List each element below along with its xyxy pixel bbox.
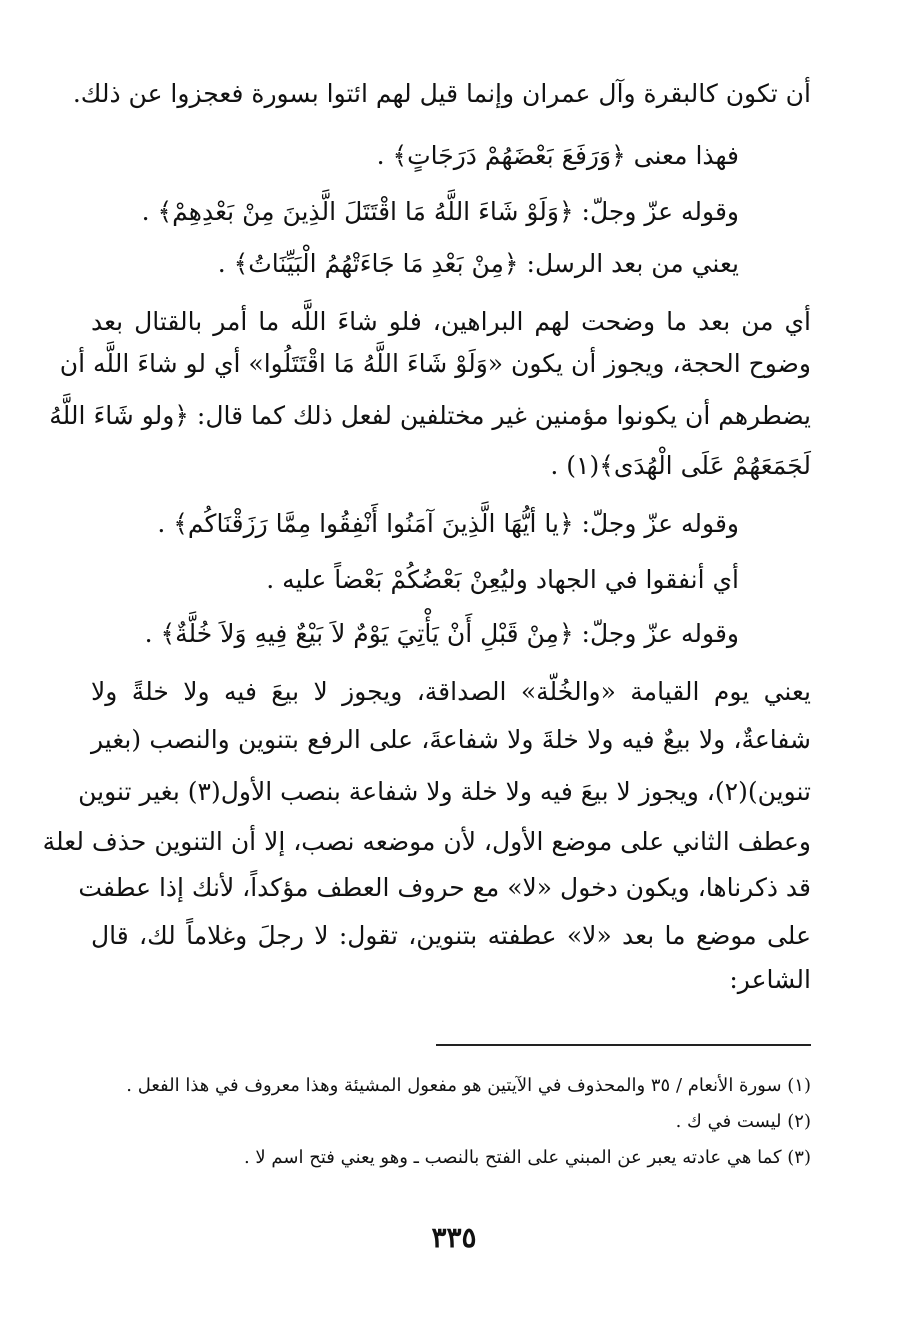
text-line-18: الشاعر:	[729, 965, 811, 994]
text-line-13: شفاعةٌ، ولا بيعٌ فيه ولا خلةَ ولا شفاعةَ، على الرفع بتنوين والنصب (بغير	[91, 725, 811, 754]
text-line-7: يضطرهم أن يكونوا مؤمنين غير مختلفين لفعل ذلك كما قال: ﴿ولو شَاءَ اللَّهُ	[49, 401, 811, 430]
text-line-1: أن تكون كالبقرة وآل عمران وإنما قيل لهم ائتوا بسورة فعجزوا عن ذلك.	[72, 79, 811, 108]
text-line-17: على موضع ما بعد «لا» عطفته بتنوين، تقول: لا رجلَ وغلاماً لك، قال	[91, 921, 811, 950]
text-line-8: لَجَمَعَهُمْ عَلَى الْهُدَى﴾(١) .	[550, 451, 811, 480]
footnote-2: (٢) ليست في ك .	[675, 1111, 811, 1132]
text-line-12: يعني يوم القيامة «والخُلّة» الصداقة، ويجوز لا بيعَ فيه ولا خلةً ولا	[91, 677, 811, 706]
text-line-10: أي أنفقوا في الجهاد وليُعِنْ بَعْضُكُمْ بَعْضاً عليه .	[266, 565, 739, 594]
text-line-14: تنوين)(٢)، ويجوز لا بيعَ فيه ولا خلة ولا شفاعة بنصب الأول(٣) بغير تنوين	[78, 777, 811, 806]
footnote-1: (١) سورة الأنعام / ٣٥ والمحذوف في الآيتين هو مفعول المشيئة وهذا معروف في هذا الفعل .	[126, 1075, 811, 1096]
text-line-15: وعطف الثاني على موضع الأول، لأن موضعه نصب، إلا أن التنوين حذف لعلة	[42, 827, 811, 856]
page-number: ٣٣٥	[431, 1221, 477, 1254]
text-line-6: وضوح الحجة، ويجوز أن يكون «وَلَوْ شَاءَ اللَّهُ مَا اقْتَتَلُوا» أي لو شاءَ اللَّه أن	[59, 349, 811, 378]
footnote-divider	[436, 1044, 811, 1046]
text-line-11: وقوله عزّ وجلّ: ﴿مِنْ قَبْلِ أَنْ يَأْتِيَ يَوْمٌ لاَ بَيْعٌ فِيهِ وَلاَ خُلَّةٌ﴾ .	[144, 619, 739, 648]
footnote-3: (٣) كما هي عادته يعبر عن المبني على الفتح بالنصب ـ وهو يعني فتح اسم لا .	[243, 1147, 811, 1168]
text-line-9: وقوله عزّ وجلّ: ﴿يا أيُّهَا الَّذِينَ آمَنُوا أَنْفِقُوا مِمَّا رَزَقْنَاكُم﴾ .	[157, 509, 739, 538]
text-line-5: أي من بعد ما وضحت لهم البراهين، فلو شاءَ اللَّه ما أمر بالقتال بعد	[91, 307, 811, 336]
text-line-4: يعني من بعد الرسل: ﴿مِنْ بَعْدِ مَا جَاءَتْهُمُ الْبَيِّنَاتُ﴾ .	[217, 249, 739, 278]
text-line-2: فهذا معنى ﴿وَرَفَعَ بَعْضَهُمْ دَرَجَاتٍ﴾ .	[376, 141, 739, 170]
text-line-16: قد ذكرناها، ويكون دخول «لا» مع حروف العطف مؤكداً، لأنك إذا عطفت	[78, 873, 811, 902]
text-line-3: وقوله عزّ وجلّ: ﴿وَلَوْ شَاءَ اللَّهُ مَا اقْتَتَلَ الَّذِينَ مِنْ بَعْدِهِمْ﴾ .	[141, 197, 739, 226]
